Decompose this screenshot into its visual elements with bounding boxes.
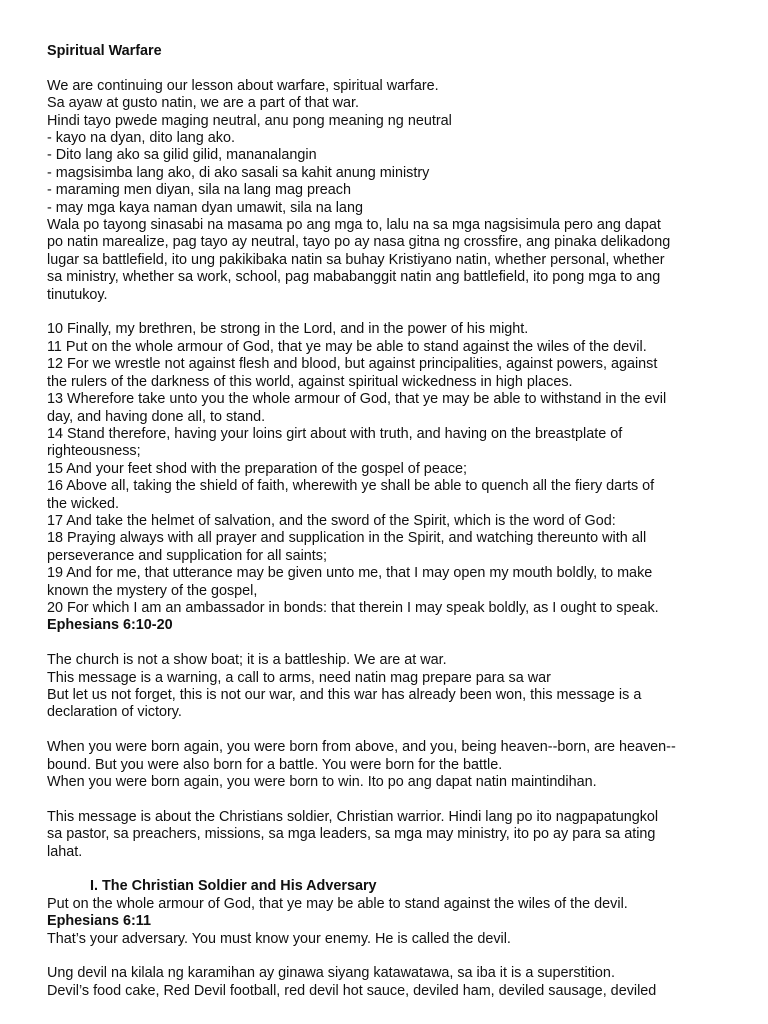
- spacer: [47, 635, 747, 652]
- text-line: tinutukoy.: [47, 286, 108, 303]
- spacer: [47, 60, 747, 77]
- spacer: [47, 722, 747, 739]
- scripture-reference: Ephesians 6:11: [47, 913, 151, 930]
- text-line: But let us not forget, this is not our war, and this war has already been won, this message is a: [47, 686, 642, 703]
- list-item: - may mga kaya naman dyan umawit, sila na lang: [47, 199, 363, 216]
- section: [47, 878, 747, 948]
- spacer: [47, 948, 747, 965]
- intro-paragraph: [47, 78, 747, 304]
- text-line: Sa ayaw at gusto natin, we are a part of that war.: [47, 95, 359, 112]
- text-line: Devil’s food cake, Red Devil football, red devil hot sauce, deviled ham, deviled sausage, deviled: [47, 982, 657, 999]
- verse-line: righteousness;: [47, 443, 141, 460]
- paragraph: [47, 965, 747, 1000]
- text-line: When you were born again, you were born to win. Ito po ang dapat natin maintindihan.: [47, 774, 597, 790]
- paragraph: [47, 809, 747, 861]
- text-line: lahat.: [47, 843, 83, 860]
- verse-line: 20 For which I am an ambassador in bonds: that therein I may speak boldly, as I ought to speak.: [47, 599, 659, 616]
- verse-line: perseverance and supplication for all saints;: [47, 547, 327, 564]
- text-line: The church is not a show boat; it is a battleship. We are at war.: [47, 652, 447, 669]
- text-line: We are continuing our lesson about warfare, spiritual warfare.: [47, 77, 439, 94]
- verse-line: 14 Stand therefore, having your loins girt about with truth, and having on the breastplate of: [47, 425, 623, 442]
- text-line: This message is a warning, a call to arms, need natin mag prepare para sa war: [47, 669, 551, 686]
- text-line: sa ministry, whether sa work, school, pag mababanggit natin ang battlefield, ito pong mga to ang: [47, 269, 661, 286]
- verse-line: 12 For we wrestle not against flesh and blood, but against principalities, against powers, against: [47, 356, 658, 373]
- text-line: po natin marealize, pag tayo ay neutral, tayo po ay nasa gitna ng crossfire, ang pinaka delikadong: [47, 234, 671, 251]
- list-item: - Dito lang ako sa gilid gilid, mananalangin: [47, 147, 317, 164]
- spacer: [47, 304, 747, 321]
- list-item: - kayo na dyan, dito lang ako.: [47, 130, 235, 147]
- verse-line: day, and having done all, to stand.: [47, 408, 266, 425]
- verse-line: 13 Wherefore take unto you the whole armour of God, that ye may be able to withstand in the evil: [47, 391, 667, 408]
- paragraph: [47, 739, 747, 791]
- verse-line: 16 Above all, taking the shield of faith, wherewith ye shall be able to quench all the fiery darts of: [47, 478, 655, 495]
- text-line: That’s your adversary. You must know your enemy. He is called the devil.: [47, 930, 511, 947]
- verse-line: the rulers of the darkness of this world, against spiritual wickedness in high places.: [47, 373, 573, 390]
- text-line: Wala po tayong sinasabi na masama po ang mga to, lalu na sa mga nagsisimula pero ang dapat: [47, 217, 661, 234]
- text-line: declaration of victory.: [47, 704, 182, 721]
- scripture-passage: [47, 321, 747, 634]
- verse-line: the wicked.: [47, 495, 119, 512]
- scripture-reference: Ephesians 6:10-20: [47, 617, 173, 634]
- verse-line: 15 And your feet shod with the preparation of the gospel of peace;: [47, 460, 468, 477]
- text-line: bound. But you were also born for a battle. You were born for the battle.: [47, 756, 503, 773]
- list-item: - magsisimba lang ako, di ako sasali sa kahit anung ministry: [47, 164, 430, 181]
- text-line: Put on the whole armour of God, that ye may be able to stand against the wiles of the devil.: [47, 895, 628, 912]
- spacer: [47, 861, 747, 878]
- text-line: Ung devil na kilala ng karamihan ay ginawa siyang katawatawa, sa iba it is a superstition.: [47, 965, 615, 982]
- verse-line: 18 Praying always with all prayer and supplication in the Spirit, and watching thereunto with all: [47, 530, 647, 547]
- verse-line: 11 Put on the whole armour of God, that ye may be able to stand against the wiles of the devil.: [47, 338, 647, 355]
- verse-line: 10 Finally, my brethren, be strong in the Lord, and in the power of his might.: [47, 321, 529, 338]
- verse-line: known the mystery of the gospel,: [47, 582, 258, 599]
- verse-line: 19 And for me, that utterance may be given unto me, that I may open my mouth boldly, to make: [47, 565, 653, 582]
- text-line: This message is about the Christians soldier, Christian warrior. Hindi lang po ito nagpapatungkol: [47, 808, 659, 825]
- section-heading: I. The Christian Soldier and His Adversary: [90, 878, 377, 895]
- document-title: Spiritual Warfare: [47, 43, 162, 59]
- text-line: sa pastor, sa preachers, missions, sa mga leaders, sa mga may ministry, ito po ay para sa ating: [47, 826, 656, 843]
- text-line: Hindi tayo pwede maging neutral, anu pong meaning ng neutral: [47, 112, 452, 129]
- verse-line: 17 And take the helmet of salvation, and the sword of the Spirit, which is the word of God:: [47, 512, 616, 529]
- paragraph: [47, 652, 747, 722]
- text-line: lugar sa battlefield, ito ung pakikibaka natin sa buhay Kristiyano natin, whether personal, whether: [47, 251, 665, 268]
- spacer: [47, 791, 747, 808]
- document-body: [47, 43, 747, 1000]
- list-item: - maraming men diyan, sila na lang mag preach: [47, 182, 351, 199]
- text-line: When you were born again, you were born from above, and you, being heaven--born, are heaven--: [47, 739, 676, 756]
